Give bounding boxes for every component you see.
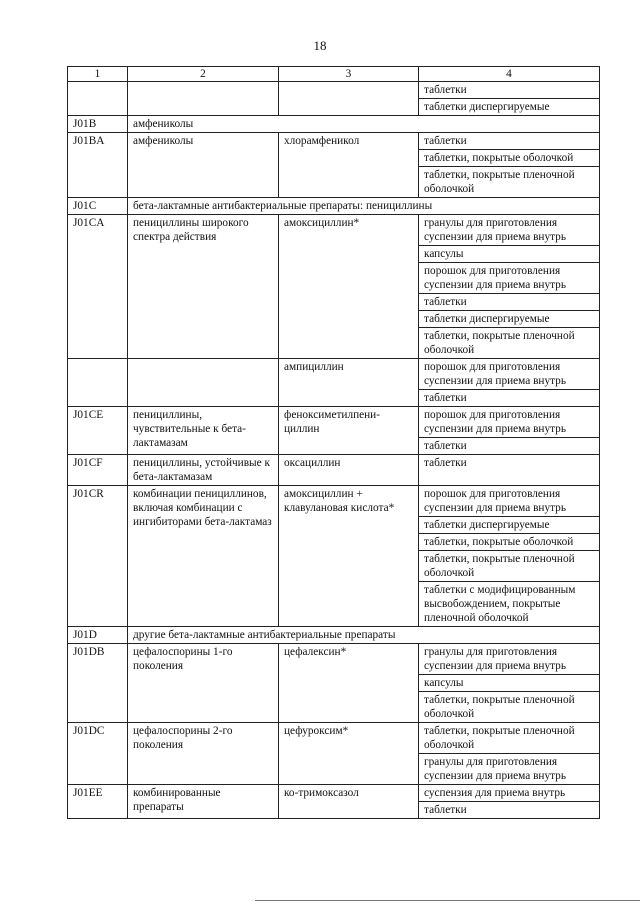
table-row xyxy=(68,133,600,150)
dosage-form: гранулы для приготовления суспензии для приема внутрь xyxy=(419,644,600,675)
dosage-form: таблетки диспергируемые xyxy=(419,99,600,116)
dosage-form: таблетки диспергируемые xyxy=(419,517,600,534)
atc-code: J01B xyxy=(68,116,128,133)
group-name: цефалоспорины 1-го поколения xyxy=(128,644,279,723)
dosage-form: таблетки, покрытые пленочной оболочкой xyxy=(419,328,600,359)
header-cell: 1 xyxy=(68,67,128,82)
drug-name: амоксициллин* xyxy=(279,215,419,359)
dosage-form: таблетки xyxy=(419,802,600,819)
atc-code: J01BA xyxy=(68,133,128,198)
atc-code: J01C xyxy=(68,198,128,215)
drug-name: хлорамфеникол xyxy=(279,133,419,198)
dosage-form: таблетки xyxy=(419,133,600,150)
dosage-form: таблетки xyxy=(419,82,600,99)
dosage-form: порошок для приготовления суспензии для приема внутрь xyxy=(419,486,600,517)
dosage-form: таблетки xyxy=(419,455,600,486)
dosage-form: порошок для приготовления суспензии для приема внутрь xyxy=(419,407,600,438)
section-row xyxy=(68,116,600,133)
drug-name: ампициллин xyxy=(279,359,419,407)
atc-code xyxy=(68,359,128,407)
header-cell: 4 xyxy=(419,67,600,82)
dosage-form: таблетки xyxy=(419,438,600,455)
dosage-form: таблетки, покрытые пленочной оболочкой xyxy=(419,723,600,754)
drug-name: цефуроксим* xyxy=(279,723,419,785)
dosage-form: таблетки, покрытые пленочной оболочкой xyxy=(419,551,600,582)
drug-name: ко-тримоксазол xyxy=(279,785,419,819)
section-row xyxy=(68,627,600,644)
table-row xyxy=(68,785,600,802)
drug-name: амоксициллин + клавулановая кислота* xyxy=(279,486,419,627)
table-row xyxy=(68,407,600,438)
atc-code: J01CA xyxy=(68,215,128,359)
group-name xyxy=(128,82,279,116)
group-name xyxy=(128,359,279,407)
dosage-form: капсулы xyxy=(419,246,600,263)
dosage-form: порошок для приготовления суспензии для приема внутрь xyxy=(419,359,600,390)
table-row xyxy=(68,644,600,675)
dosage-form: суспензия для приема внутрь xyxy=(419,785,600,802)
dosage-form: таблетки, покрытые оболочкой xyxy=(419,150,600,167)
atc-code: J01DB xyxy=(68,644,128,723)
group-name: комбинации пенициллинов, включая комбинации с ингибиторами бета-лактамаз xyxy=(128,486,279,627)
dosage-form: гранулы для приготовления суспензии для приема внутрь xyxy=(419,215,600,246)
group-name: пенициллины, чувствительные к бета-лактамазам xyxy=(128,407,279,455)
table-row xyxy=(68,215,600,246)
atc-code: J01EE xyxy=(68,785,128,819)
table-body xyxy=(68,82,600,819)
bottom-rule xyxy=(255,900,640,901)
atc-code xyxy=(68,82,128,116)
dosage-form: таблетки диспергируемые xyxy=(419,311,600,328)
section-title: амфениколы xyxy=(128,116,600,133)
header-row xyxy=(68,67,600,82)
drug-name: оксациллин xyxy=(279,455,419,486)
section-row xyxy=(68,198,600,215)
header-cell: 2 xyxy=(128,67,279,82)
dosage-form: таблетки xyxy=(419,390,600,407)
section-title: бета-лактамные антибактериальные препараты: пенициллины xyxy=(128,198,600,215)
header-cell: 3 xyxy=(279,67,419,82)
dosage-form: таблетки xyxy=(419,294,600,311)
atc-code: J01CF xyxy=(68,455,128,486)
section-title: другие бета-лактамные антибактериальные препараты xyxy=(128,627,600,644)
table-row xyxy=(68,486,600,517)
atc-code: J01D xyxy=(68,627,128,644)
dosage-form: таблетки, покрытые пленочной оболочкой xyxy=(419,167,600,198)
drug-table xyxy=(67,66,600,819)
table-row xyxy=(68,455,600,486)
dosage-form: таблетки, покрытые оболочкой xyxy=(419,534,600,551)
atc-code: J01CE xyxy=(68,407,128,455)
group-name: амфениколы xyxy=(128,133,279,198)
group-name: пенициллины, устойчивые к бета-лактамазам xyxy=(128,455,279,486)
table-row xyxy=(68,359,600,390)
dosage-form: таблетки, покрытые пленочной оболочкой xyxy=(419,692,600,723)
dosage-form: капсулы xyxy=(419,675,600,692)
dosage-form: порошок для приготовления суспензии для приема внутрь xyxy=(419,263,600,294)
group-name: комбинированные препараты xyxy=(128,785,279,819)
drug-name xyxy=(279,82,419,116)
drug-name: цефалексин* xyxy=(279,644,419,723)
dosage-form: таблетки с модифицированным высвобождением, покрытые пленочной оболочкой xyxy=(419,582,600,627)
atc-code: J01CR xyxy=(68,486,128,627)
group-name: пенициллины широкого спектра действия xyxy=(128,215,279,359)
group-name: цефалоспорины 2-го поколения xyxy=(128,723,279,785)
page-number: 18 xyxy=(313,38,327,53)
drug-name: феноксиметилпени-циллин xyxy=(279,407,419,455)
atc-code: J01DC xyxy=(68,723,128,785)
table-row xyxy=(68,82,600,99)
dosage-form: гранулы для приготовления суспензии для приема внутрь xyxy=(419,754,600,785)
table-row xyxy=(68,723,600,754)
